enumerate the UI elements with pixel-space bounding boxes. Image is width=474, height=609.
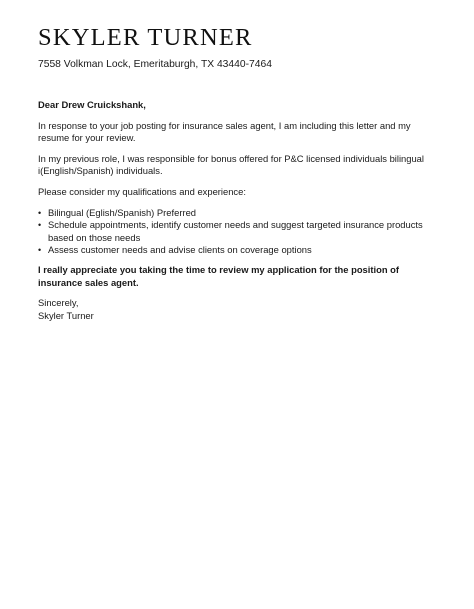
intro-paragraph: In response to your job posting for insurance sales agent, I am including this letter and my resume for your review. xyxy=(38,119,411,144)
bullet-icon: • xyxy=(38,207,42,218)
closing-paragraph: I really appreciate you taking the time to review my application for the position of insurance sales agent. xyxy=(38,263,400,288)
salutation: Dear Drew Cruickshank, xyxy=(38,99,146,110)
list-item-text: Assess customer needs and advise clients on coverage options xyxy=(48,244,312,256)
list-item xyxy=(38,244,438,257)
signature-name: Skyler Turner xyxy=(38,309,94,321)
qualifications-lead: Please consider my qualifications and experience: xyxy=(38,185,246,197)
letter-body xyxy=(38,99,438,322)
cover-letter xyxy=(38,24,438,322)
bullet-icon: • xyxy=(38,220,42,231)
signoff: Sincerely, xyxy=(38,297,79,309)
experience-paragraph: In my previous role, I was responsible for bonus offered for P&C licensed individuals bilingual i(English/Spanish) individuals. xyxy=(38,152,424,177)
qualifications-list xyxy=(38,207,438,257)
list-item xyxy=(38,207,438,220)
list-item-text: Bilingual (Eglish/Spanish) Preferred xyxy=(48,206,196,218)
list-item xyxy=(38,219,438,244)
list-item-text: Schedule appointments, identify customer needs and suggest targeted insurance products based on those needs xyxy=(48,219,423,243)
applicant-name: SKYLER TURNER xyxy=(38,24,253,51)
bullet-icon: • xyxy=(38,245,42,256)
applicant-address: 7558 Volkman Lock, Emeritaburgh, TX 43440-7464 xyxy=(38,59,272,70)
